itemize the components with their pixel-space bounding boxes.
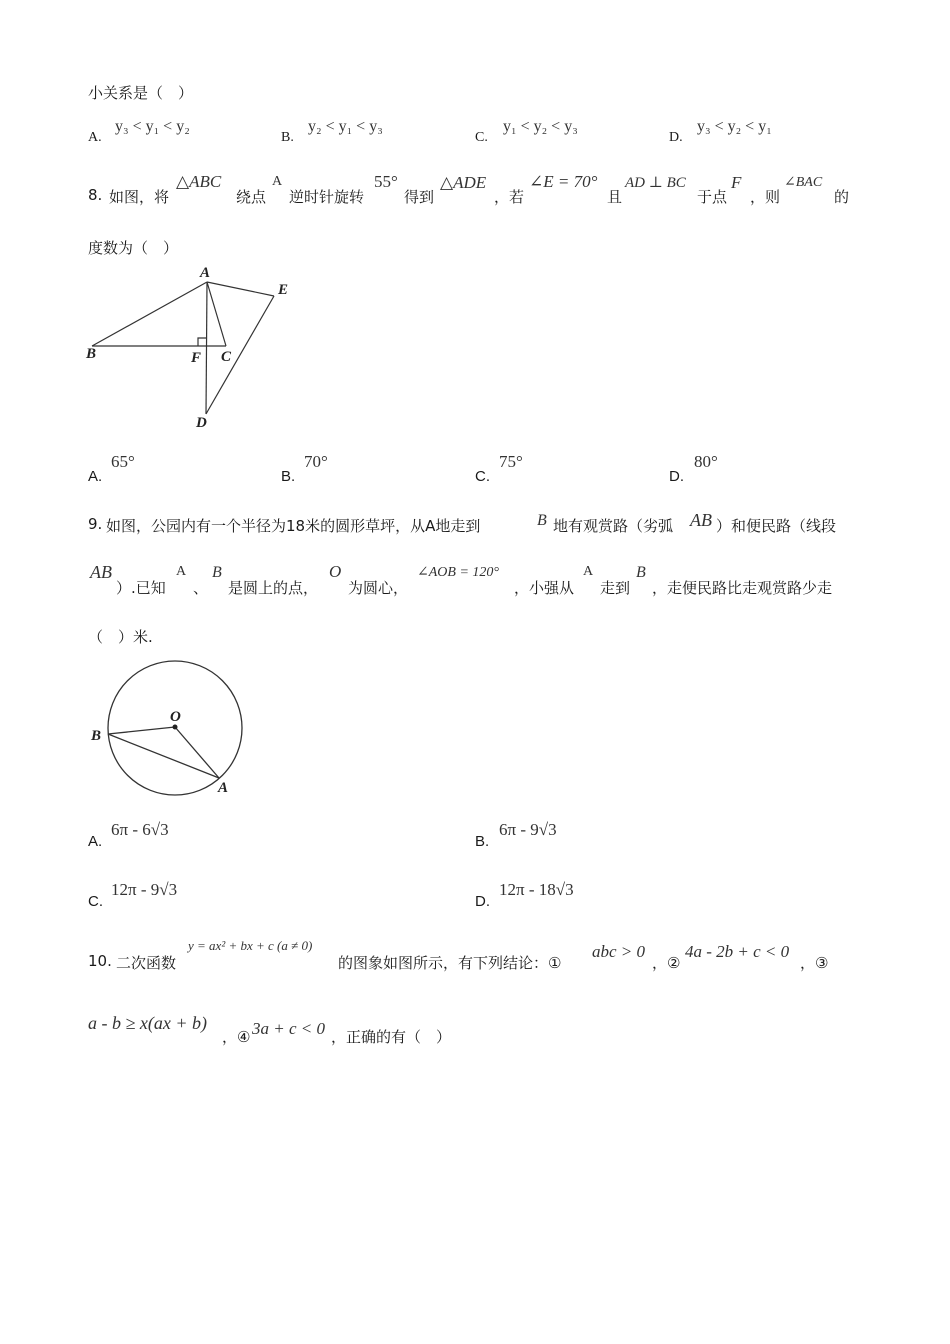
q8-number: 8.: [88, 186, 103, 204]
q10-math-function: y = ax² + bx + c (a ≠ 0): [188, 938, 313, 953]
q9-math-arc-ab: AB: [690, 510, 712, 530]
q8-text-8: ，则: [750, 188, 781, 206]
q8-math-point-f: F: [731, 173, 742, 192]
q8-question-line-2: 度数为（ ）: [88, 239, 179, 257]
q9-text-9: 走到: [600, 579, 631, 597]
q9-figure-label-o: O: [170, 709, 181, 725]
q8-text-1: 如图，将: [109, 188, 170, 206]
q9-text-4: ）.已知: [116, 579, 166, 597]
q10-math-abc-gt-0: abc > 0: [592, 942, 646, 961]
q7-option-b-expr: y₂ < y₁ < y₃: [308, 118, 383, 135]
q10-math-4a-2b-c: 4a - 2b + c < 0: [685, 942, 790, 961]
q10-text-3: ，②: [652, 954, 681, 972]
q8-option-c-value: 75°: [499, 452, 523, 471]
q8-figure-label-e: E: [278, 282, 289, 298]
q7-option-c-letter: C.: [475, 130, 488, 145]
q9-text-1: 如图，公园内有一个半径为18米的圆形草坪，从A地走到: [106, 517, 481, 535]
q10-math-a-b-ge: a - b ≥ x(ax + b): [88, 1013, 207, 1033]
q10-number: 10.: [88, 952, 112, 970]
q8-text-4: 得到: [404, 188, 435, 206]
q9-math-a2: A: [583, 564, 594, 579]
q8-text-5: ，若: [494, 188, 525, 206]
q10-text-6: ，正确的有（ ）: [331, 1028, 452, 1046]
q9-math-segment-ab: AB: [90, 562, 112, 582]
q8-text-2: 绕点: [236, 188, 267, 206]
q9-text-2: 地有观赏路（劣弧: [553, 517, 674, 535]
q9-option-d-letter: D.: [475, 893, 490, 910]
q9-figure-circle: [84, 656, 254, 798]
q9-figure-label-b: B: [91, 728, 102, 744]
q8-text-6: 且: [607, 188, 623, 206]
q9-text-6: 是圆上的点，: [228, 579, 319, 597]
q9-option-c-letter: C.: [88, 893, 103, 910]
q9-math-b: B: [537, 512, 547, 529]
q8-figure-label-f: F: [191, 350, 202, 366]
q9-option-d-expr: 12π - 18√3: [499, 880, 574, 899]
q7-option-a-letter: A.: [88, 130, 102, 145]
q7-continuation-text: 小关系是（ ）: [88, 84, 194, 102]
q8-figure-label-a: A: [200, 265, 211, 281]
q8-figure-label-c: C: [221, 349, 232, 365]
q8-math-triangle-abc: △ABC: [176, 172, 222, 191]
q9-option-a-expr: 6π - 6√3: [111, 820, 169, 839]
q9-option-a-letter: A.: [88, 833, 103, 850]
q10-text-5: ，④: [222, 1028, 251, 1046]
q9-option-b-expr: 6π - 9√3: [499, 820, 557, 839]
q8-option-a-value: 65°: [111, 452, 135, 471]
q8-text-7: 于点: [697, 188, 728, 206]
q8-figure-label-b: B: [86, 346, 97, 362]
q9-math-angle-aob: ∠AOB = 120°: [417, 565, 499, 580]
q8-figure-label-d: D: [196, 415, 207, 431]
q8-option-c-letter: C.: [475, 468, 490, 485]
q9-text-10: ，走便民路比走观赏路少走: [652, 579, 833, 597]
q9-figure-label-a: A: [218, 780, 229, 796]
q8-math-ad-perp-bc: AD ⊥ BC: [625, 175, 686, 191]
q9-number: 9.: [88, 515, 103, 533]
q9-text-5: 、: [193, 579, 209, 597]
q9-text-3: ）和便民路（线段: [716, 517, 837, 535]
q8-text-3: 逆时针旋转: [289, 188, 365, 206]
q8-option-d-value: 80°: [694, 452, 718, 471]
q7-option-d-expr: y₃ < y₂ < y₁: [697, 118, 772, 135]
q9-math-a: A: [176, 564, 187, 579]
q8-text-9: 的: [834, 188, 850, 206]
q10-text-2: 的图象如图所示，有下列结论：①: [338, 954, 562, 972]
q7-option-b-letter: B.: [281, 130, 294, 145]
q8-math-point-a: A: [272, 174, 283, 189]
q8-math-triangle-ade: △ADE: [440, 173, 487, 192]
q8-option-b-letter: B.: [281, 468, 296, 485]
q8-figure-rotated-triangles: [80, 258, 310, 434]
q9-text-7: 为圆心，: [348, 579, 409, 597]
q8-option-d-letter: D.: [669, 468, 684, 485]
q7-option-d-letter: D.: [669, 130, 683, 145]
q9-text-8: ，小强从: [514, 579, 575, 597]
q10-math-3a-c: 3a + c < 0: [252, 1019, 325, 1038]
q8-math-angle-bac: ∠BAC: [784, 175, 823, 190]
q7-option-a-expr: y₃ < y₁ < y₂: [115, 118, 190, 135]
q8-option-a-letter: A.: [88, 468, 103, 485]
q8-option-b-value: 70°: [304, 452, 328, 471]
q9-math-o: O: [329, 562, 342, 581]
q9-math-b3: B: [636, 564, 646, 581]
q9-math-b2: B: [212, 564, 222, 581]
q9-question-line-3: （ ）米.: [88, 628, 153, 646]
q8-math-55deg: 55°: [374, 172, 398, 191]
q10-text-1: 二次函数: [116, 954, 177, 972]
q7-option-c-expr: y₁ < y₂ < y₃: [503, 118, 578, 135]
q9-option-c-expr: 12π - 9√3: [111, 880, 178, 899]
q8-math-angle-e: ∠E = 70°: [529, 172, 598, 191]
q9-option-b-letter: B.: [475, 833, 490, 850]
q10-text-4: ，③: [800, 954, 829, 972]
